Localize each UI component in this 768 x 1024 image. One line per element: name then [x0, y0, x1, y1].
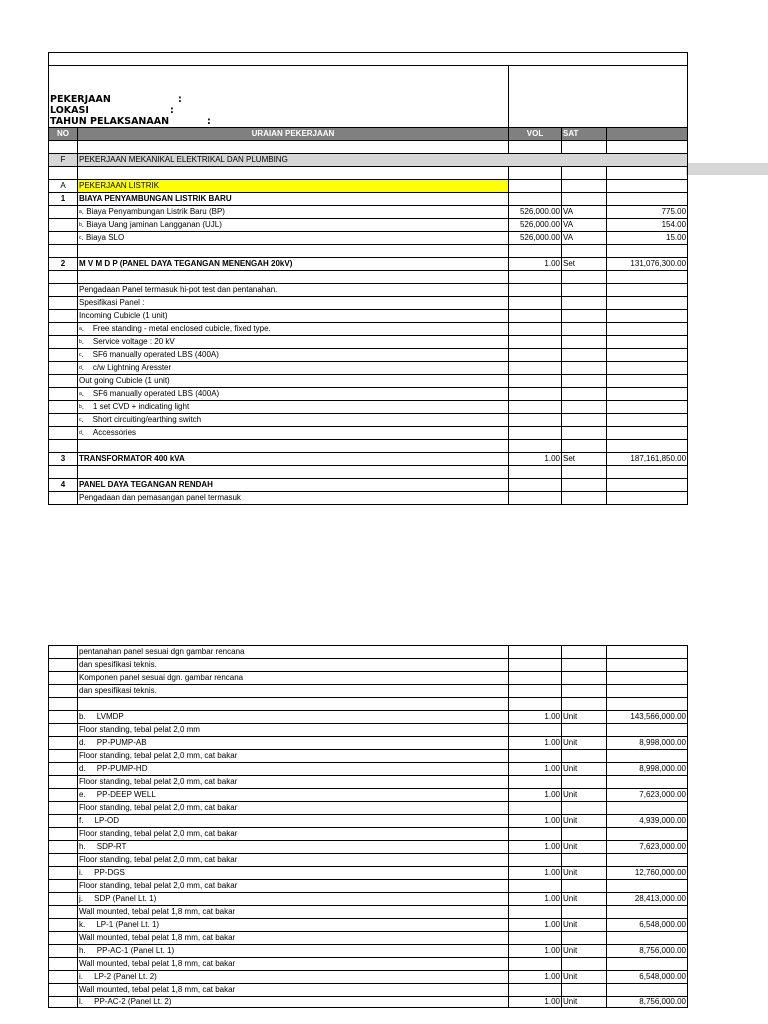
table-row: [49, 492, 688, 505]
row-letter: j.: [79, 894, 83, 903]
sheet-side-fill: [686, 163, 768, 175]
row-letter: c: [79, 352, 82, 358]
row-letter: d.: [79, 764, 86, 773]
row-letter: b: [79, 222, 82, 228]
table-row: [49, 414, 688, 427]
price-cell[interactable]: 187,161,850.00: [607, 453, 688, 466]
table-row: [49, 232, 688, 245]
title-cell[interactable]: [49, 53, 688, 66]
row-letter: l.: [79, 997, 83, 1006]
col-sat-header: SAT: [562, 128, 607, 141]
row-text: LP-1 (Panel Lt. 1): [96, 920, 160, 929]
panel-name-cell[interactable]: [78, 711, 509, 724]
row-letter: k.: [79, 920, 86, 929]
sat-cell[interactable]: VA: [562, 206, 607, 219]
col-no-header: NO: [49, 128, 78, 141]
pekerjaan-colon: :: [178, 94, 182, 105]
panel-name-cell[interactable]: [78, 971, 509, 984]
section-a-no[interactable]: A: [49, 180, 78, 193]
sat-cell[interactable]: Unit: [562, 971, 607, 984]
sat-cell[interactable]: Unit: [562, 711, 607, 724]
row-text: Free standing - metal enclosed cubicle, fixed type.: [92, 324, 271, 333]
vol-cell[interactable]: 1.00: [509, 971, 562, 984]
panel-name-cell[interactable]: [78, 789, 509, 802]
price-cell[interactable]: 6,548,000.00: [607, 919, 688, 932]
row-letter: b.: [79, 712, 86, 721]
row-text: LVMDP: [96, 712, 124, 721]
row-letter: d: [79, 365, 82, 371]
panel-row: [49, 841, 688, 854]
price-cell[interactable]: 143,566,000.00: [607, 711, 688, 724]
incoming-item[interactable]: a. Free standing - metal enclosed cubicle, fixed type.: [78, 323, 509, 336]
panel-row: [49, 919, 688, 932]
vol-cell[interactable]: 1.00: [509, 737, 562, 750]
item-1-no[interactable]: 1: [49, 193, 78, 206]
price-cell[interactable]: 12,760,000.00: [607, 867, 688, 880]
panel-spec-cell[interactable]: Wall mounted, tebal pelat 1,8 mm, cat bakar: [78, 932, 509, 945]
row-letter: c: [79, 235, 82, 241]
panel-spec-row: [49, 906, 688, 919]
row-text: PP-AC-2 (Panel Lt. 2): [94, 997, 172, 1006]
sat-cell[interactable]: Set: [562, 258, 607, 271]
panel-name-cell[interactable]: [78, 763, 509, 776]
panel-name-cell[interactable]: [78, 997, 509, 1008]
price-cell[interactable]: 8,998,000.00: [607, 763, 688, 776]
panel-spec-cell[interactable]: Floor standing, tebal pelat 2,0 mm, cat bakar: [78, 776, 509, 789]
item-1-title[interactable]: BIAYA PENYAMBUNGAN LISTRIK BARU: [78, 193, 509, 206]
item-2-spec-label[interactable]: Spesifikasi Panel :: [78, 297, 509, 310]
panel-row: [49, 711, 688, 724]
text-cell[interactable]: Komponen panel sesuai dgn. gambar rencana: [78, 672, 509, 685]
panel-name-cell[interactable]: [78, 815, 509, 828]
row-text: SF6 manually operated LBS (400A): [92, 389, 220, 398]
text-cell[interactable]: dan spesifikasi teknis.: [78, 685, 509, 698]
panel-spec-cell[interactable]: Floor standing, tebal pelat 2,0 mm, cat bakar: [78, 854, 509, 867]
row-letter: d: [79, 430, 82, 436]
row-text: PP-PUMP-HD: [96, 764, 148, 773]
table-row: [49, 297, 688, 310]
blank-row: [49, 466, 688, 479]
blank-row: [49, 271, 688, 284]
sat-cell[interactable]: VA: [562, 219, 607, 232]
panel-spec-cell[interactable]: Floor standing, tebal pelat 2,0 mm: [78, 724, 509, 737]
row-letter: h.: [79, 842, 86, 851]
boq-table-page-1: [48, 52, 688, 505]
outgoing-item[interactable]: b. 1 set CVD + indicating light: [78, 401, 509, 414]
item-1a-desc[interactable]: a. Biaya Penyambungan Listrik Baru (BP): [78, 206, 509, 219]
panel-spec-row: [49, 932, 688, 945]
vol-cell[interactable]: 526,000.00: [509, 206, 562, 219]
panel-spec-cell[interactable]: Wall mounted, tebal pelat 1,8 mm, cat bakar: [78, 958, 509, 971]
table-row: [49, 672, 688, 685]
price-cell[interactable]: 15.00: [607, 232, 688, 245]
price-cell[interactable]: 6,548,000.00: [607, 971, 688, 984]
panel-row: [49, 893, 688, 906]
table-row: [49, 219, 688, 232]
table-row: [49, 659, 688, 672]
price-cell[interactable]: 7,623,000.00: [607, 789, 688, 802]
vol-cell[interactable]: 1.00: [509, 711, 562, 724]
row-text: PP-PUMP-AB: [96, 738, 147, 747]
vol-cell[interactable]: 1.00: [509, 841, 562, 854]
vol-cell[interactable]: 526,000.00: [509, 219, 562, 232]
item-3-no[interactable]: 3: [49, 453, 78, 466]
row-text: SDP (Panel Lt. 1): [94, 894, 157, 903]
panel-name-cell[interactable]: [78, 841, 509, 854]
column-header-row: [49, 128, 688, 141]
panel-spec-cell[interactable]: Floor standing, tebal pelat 2,0 mm, cat bakar: [78, 750, 509, 763]
panel-row: [49, 867, 688, 880]
table-row: [49, 323, 688, 336]
sat-cell[interactable]: VA: [562, 232, 607, 245]
price-cell[interactable]: 154.00: [607, 219, 688, 232]
table-row: [49, 349, 688, 362]
row-letter: d.: [79, 738, 86, 747]
row-letter: c: [79, 417, 82, 423]
tahun-line: [50, 116, 507, 127]
table-row: [49, 206, 688, 219]
item-2-row: [49, 258, 688, 271]
row-text: Short circuiting/earthing switch: [92, 415, 202, 424]
blank-row: [49, 698, 688, 711]
panel-spec-cell[interactable]: Floor standing, tebal pelat 2,0 mm, cat bakar: [78, 880, 509, 893]
text-cell[interactable]: dan spesifikasi teknis.: [78, 659, 509, 672]
vol-cell[interactable]: 526,000.00: [509, 232, 562, 245]
table-row: [49, 375, 688, 388]
section-f-row: [49, 154, 688, 167]
row-text: Biaya SLO: [85, 233, 125, 242]
panel-spec-row: [49, 958, 688, 971]
row-text: PP-AC-1 (Panel Lt. 1): [96, 946, 175, 955]
sat-cell[interactable]: Unit: [562, 945, 607, 958]
lokasi-line: [50, 105, 507, 116]
item-4-desc[interactable]: Pengadaan dan pemasangan panel termasuk: [78, 492, 509, 505]
row-letter: a: [79, 209, 82, 215]
item-2-desc[interactable]: Pengadaan Panel termasuk hi-pot test dan pentanahan.: [78, 284, 509, 297]
incoming-cubicle-label[interactable]: Incoming Cubicle (1 unit): [78, 310, 509, 323]
sat-cell[interactable]: Unit: [562, 997, 607, 1008]
outgoing-cubicle-label[interactable]: Out going Cubicle (1 unit): [78, 375, 509, 388]
blank-row: [49, 440, 688, 453]
panel-name-cell[interactable]: [78, 737, 509, 750]
tahun-label: TAHUN PELAKSANAAN: [50, 116, 170, 127]
panel-spec-row: [49, 802, 688, 815]
vol-cell[interactable]: 1.00: [509, 453, 562, 466]
lokasi-colon: :: [170, 105, 174, 116]
boq-table-page-2: [48, 645, 688, 1008]
project-info-cell[interactable]: [49, 66, 509, 128]
row-text: SF6 manually operated LBS (400A): [92, 350, 219, 359]
row-text: 1 set CVD + indicating light: [92, 402, 190, 411]
panel-spec-cell[interactable]: Wall mounted, tebal pelat 1,8 mm, cat bakar: [78, 906, 509, 919]
section-f-no[interactable]: F: [49, 154, 78, 167]
table-row: [49, 310, 688, 323]
vol-cell[interactable]: 1.00: [509, 893, 562, 906]
sat-cell[interactable]: Unit: [562, 893, 607, 906]
item-4-title[interactable]: PANEL DAYA TEGANGAN RENDAH: [78, 479, 509, 492]
table-row: [49, 685, 688, 698]
vol-cell[interactable]: 1.00: [509, 867, 562, 880]
panel-spec-row: [49, 828, 688, 841]
table-row: [49, 427, 688, 440]
panel-name-cell[interactable]: [78, 945, 509, 958]
panel-spec-cell[interactable]: Floor standing, tebal pelat 2,0 mm, cat bakar: [78, 802, 509, 815]
table-row: [49, 997, 688, 1008]
item-2-no[interactable]: 2: [49, 258, 78, 271]
panel-name-cell[interactable]: [78, 867, 509, 880]
outgoing-item[interactable]: d. Accessories: [78, 427, 509, 440]
vol-cell[interactable]: 1.00: [509, 789, 562, 802]
price-cell[interactable]: 8,756,000.00: [607, 945, 688, 958]
table-row: [49, 388, 688, 401]
row-text: c/w Lightning Aresster: [92, 363, 172, 372]
outgoing-item[interactable]: c. Short circuiting/earthing switch: [78, 414, 509, 427]
vol-cell[interactable]: 1.00: [509, 945, 562, 958]
incoming-item[interactable]: d. c/w Lightning Aresster: [78, 362, 509, 375]
row-text: PP-DEEP WELL: [96, 790, 156, 799]
blank-row: [49, 167, 688, 180]
vol-cell[interactable]: 1.00: [509, 815, 562, 828]
row-letter: a: [79, 326, 82, 332]
panel-row: [49, 945, 688, 958]
row-letter: i.: [79, 972, 83, 981]
sat-cell[interactable]: Unit: [562, 919, 607, 932]
table-row: [49, 401, 688, 414]
item-1-row: [49, 193, 688, 206]
panel-spec-cell[interactable]: Wall mounted, tebal pelat 1,8 mm, cat bakar: [78, 984, 509, 997]
table-row: [49, 336, 688, 349]
row-text: Biaya Uang jaminan Langganan (UJL): [86, 220, 222, 229]
panel-spec-row: [49, 880, 688, 893]
row-text: Biaya Penyambungan Listrik Baru (BP): [86, 207, 225, 216]
price-cell[interactable]: 8,998,000.00: [607, 737, 688, 750]
item-3-title[interactable]: TRANSFORMATOR 400 kVA: [78, 453, 509, 466]
sat-cell[interactable]: Unit: [562, 841, 607, 854]
item-3-row: [49, 453, 688, 466]
table-row: [49, 646, 688, 659]
text-cell[interactable]: pentanahan panel sesuai dgn gambar rencana: [78, 646, 509, 659]
lokasi-label: LOKASI: [50, 105, 89, 116]
panel-row: [49, 737, 688, 750]
table-row: [49, 362, 688, 375]
vol-cell[interactable]: 1.00: [509, 763, 562, 776]
row-letter: e.: [79, 790, 86, 799]
incoming-item[interactable]: b. Service voltage : 20 kV: [78, 336, 509, 349]
row-letter: a: [79, 391, 82, 397]
panel-spec-row: [49, 724, 688, 737]
item-1b-desc[interactable]: b. Biaya Uang jaminan Langganan (UJL): [78, 219, 509, 232]
sat-cell[interactable]: Unit: [562, 867, 607, 880]
row-letter: i.: [79, 868, 83, 877]
price-cell[interactable]: 775.00: [607, 206, 688, 219]
panel-spec-row: [49, 750, 688, 763]
col-uraian-header: URAIAN PEKERJAAN: [78, 128, 509, 141]
col-price-header: [607, 128, 688, 141]
sat-cell[interactable]: Unit: [562, 737, 607, 750]
sat-cell[interactable]: Unit: [562, 763, 607, 776]
project-info-right-cell[interactable]: [509, 66, 688, 128]
price-cell[interactable]: 28,413,000.00: [607, 893, 688, 906]
price-cell[interactable]: 4,939,000.00: [607, 815, 688, 828]
row-text: SDP-RT: [96, 842, 127, 851]
panel-spec-cell[interactable]: Floor standing, tebal pelat 2,0 mm, cat bakar: [78, 828, 509, 841]
panel-row: [49, 971, 688, 984]
vol-cell[interactable]: 1.00: [509, 919, 562, 932]
blank-row: [49, 141, 688, 154]
vol-cell[interactable]: 1.00: [509, 997, 562, 1008]
price-cell[interactable]: 131,076,300.00: [607, 258, 688, 271]
vol-cell[interactable]: 1.00: [509, 258, 562, 271]
price-cell[interactable]: 7,623,000.00: [607, 841, 688, 854]
project-info-row: [49, 66, 688, 128]
section-f-title[interactable]: PEKERJAAN MEKANIKAL ELEKTRIKAL DAN PLUMBING: [78, 154, 688, 167]
item-4-no[interactable]: 4: [49, 479, 78, 492]
row-letter: b: [79, 339, 82, 345]
pekerjaan-line: [50, 94, 507, 105]
row-text: PP-DGS: [94, 868, 125, 877]
panel-name-cell[interactable]: [78, 893, 509, 906]
item-4-row: [49, 479, 688, 492]
item-2-title[interactable]: M V M D P (PANEL DAYA TEGANGAN MENENGAH 20kV): [78, 258, 509, 271]
row-letter: f.: [79, 816, 84, 825]
row-letter: b: [79, 404, 82, 410]
row-text: Accessories: [92, 428, 137, 437]
section-a-title[interactable]: PEKERJAAN LISTRIK: [78, 180, 509, 193]
blank-row: [49, 245, 688, 258]
item-1c-desc[interactable]: c. Biaya SLO: [78, 232, 509, 245]
section-a-row: [49, 180, 688, 193]
table-row: [49, 284, 688, 297]
row-text: LP-2 (Panel Lt. 2): [94, 972, 157, 981]
row-text: LP-OD: [94, 816, 120, 825]
panel-row: [49, 815, 688, 828]
panel-rows: [49, 711, 688, 997]
col-vol-header: VOL: [509, 128, 562, 141]
pekerjaan-label: PEKERJAAN: [50, 94, 111, 105]
panel-spec-row: [49, 984, 688, 997]
title-row: [49, 53, 688, 66]
sat-cell[interactable]: Set: [562, 453, 607, 466]
panel-row: [49, 763, 688, 776]
panel-name-cell[interactable]: [78, 919, 509, 932]
price-cell[interactable]: 8,756,000.00: [607, 997, 688, 1008]
row-text: Service voltage : 20 kV: [92, 337, 175, 346]
panel-row: [49, 789, 688, 802]
outgoing-item[interactable]: a. SF6 manually operated LBS (400A): [78, 388, 509, 401]
panel-spec-row: [49, 854, 688, 867]
panel-spec-row: [49, 776, 688, 789]
incoming-item[interactable]: c. SF6 manually operated LBS (400A): [78, 349, 509, 362]
row-letter: h.: [79, 946, 86, 955]
sat-cell[interactable]: Unit: [562, 789, 607, 802]
tahun-colon: :: [207, 116, 211, 127]
sat-cell[interactable]: Unit: [562, 815, 607, 828]
